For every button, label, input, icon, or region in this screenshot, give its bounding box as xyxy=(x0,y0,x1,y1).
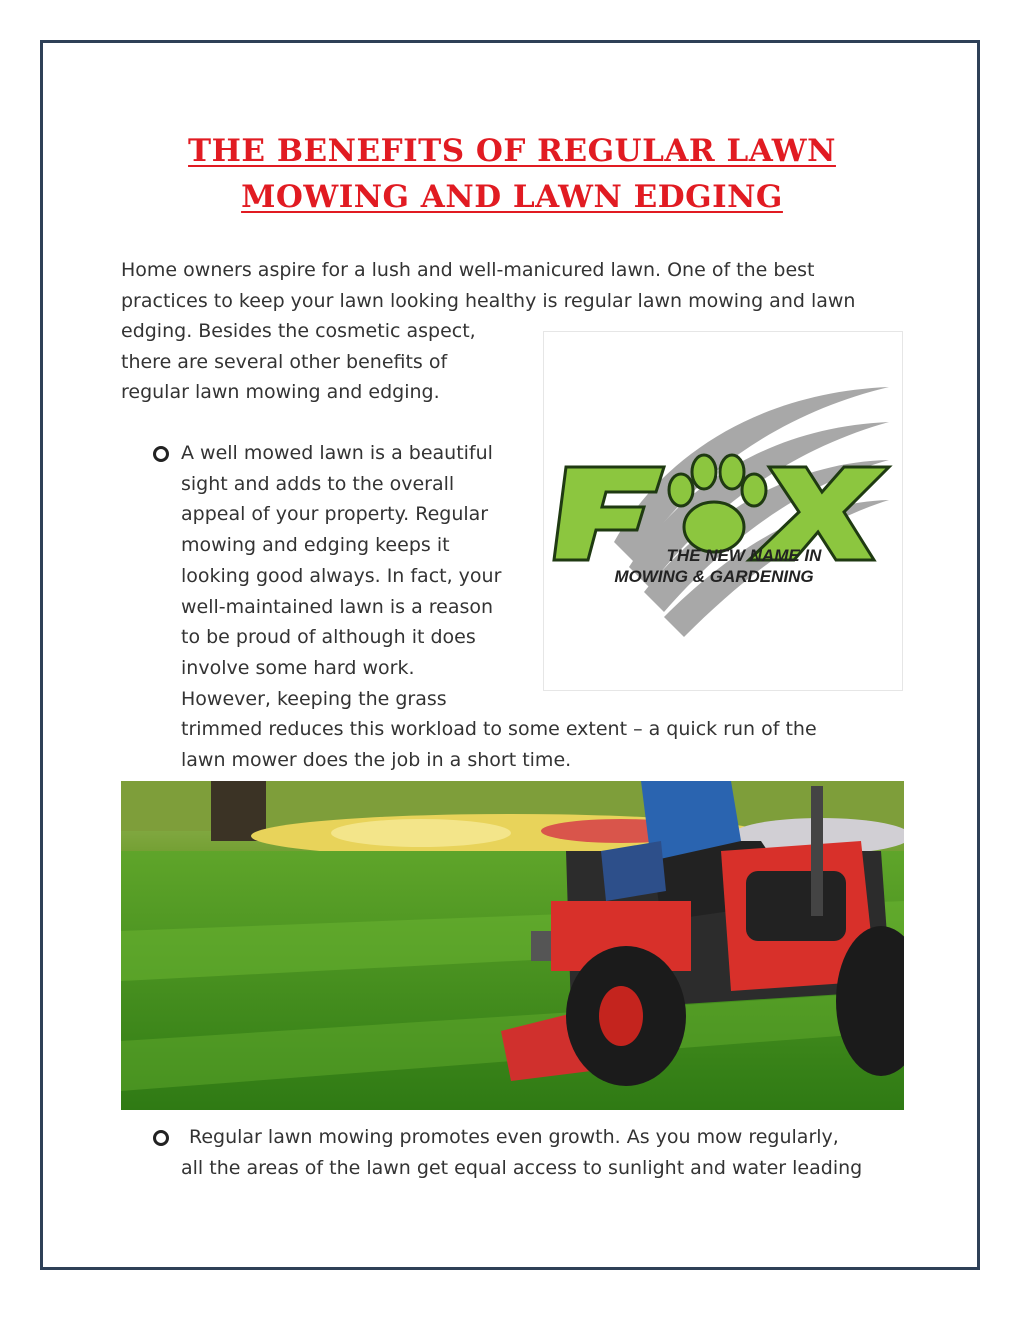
bullet-line: trimmed reduces this workload to some extent – a quick run of the xyxy=(181,718,817,740)
bullet-line: lawn mower does the job in a short time. xyxy=(181,748,572,771)
bullet-line: A well mowed lawn is a beautiful xyxy=(181,442,493,464)
bullet-1-text-cont xyxy=(181,714,903,775)
page-title xyxy=(120,128,904,220)
bullet-line: to be proud of although it does xyxy=(181,626,476,649)
logo-tagline-1: THE NEW NAME IN xyxy=(666,546,822,565)
intro-line: Home owners aspire for a lush and well-manicured lawn. One of the best xyxy=(121,259,815,281)
bullet-line: looking good always. In fact, your xyxy=(181,564,502,587)
bullet-1-text xyxy=(181,438,527,714)
logo-tagline-2: MOWING & GARDENING xyxy=(614,567,814,586)
title-line-2: MOWING AND LAWN EDGING xyxy=(241,179,783,215)
intro-line: edging. Besides the cosmetic aspect, xyxy=(121,320,476,342)
intro-paragraph xyxy=(121,255,903,316)
bullet-line: appeal of your property. Regular xyxy=(181,503,489,526)
intro-line: there are several other benefits of xyxy=(121,350,448,373)
fox-logo-graphic xyxy=(544,332,902,690)
bullet-marker xyxy=(153,446,169,462)
bullet-2-text xyxy=(181,1122,903,1183)
lawn-mower-photo xyxy=(121,781,904,1110)
bullet-marker xyxy=(153,1130,169,1146)
bullet-line: However, keeping the grass xyxy=(181,687,447,710)
intro-line: practices to keep your lawn looking healthy is regular lawn mowing and lawn xyxy=(121,289,856,312)
bullet-line: involve some hard work. xyxy=(181,656,415,679)
title-line-1: THE BENEFITS OF REGULAR LAWN xyxy=(188,133,836,169)
bullet-line: mowing and edging keeps it xyxy=(181,534,450,557)
intro-line: regular lawn mowing and edging. xyxy=(121,381,440,404)
intro-paragraph-cont xyxy=(121,316,527,408)
fox-logo xyxy=(543,331,903,691)
bullet-line: Regular lawn mowing promotes even growth. As you mow regularly, xyxy=(189,1126,839,1148)
bullet-line: sight and adds to the overall xyxy=(181,472,455,495)
bullet-line: well-maintained lawn is a reason xyxy=(181,595,494,618)
bullet-line: all the areas of the lawn get equal access to sunlight and water leading xyxy=(181,1156,863,1179)
